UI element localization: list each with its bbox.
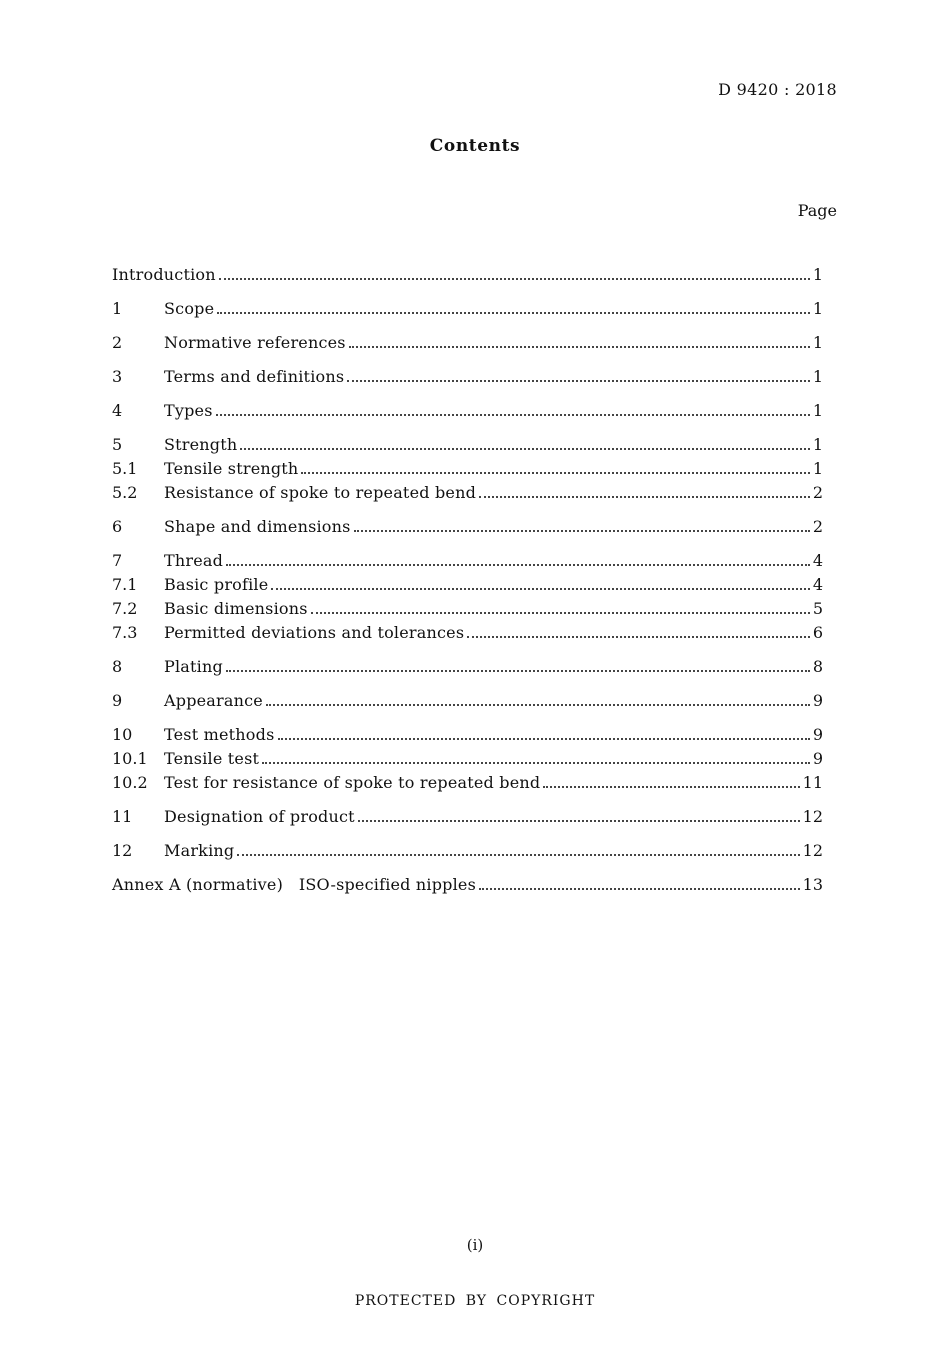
toc-entry-number: 2 (112, 333, 123, 352)
toc-entry-page: 12 (802, 841, 823, 860)
toc-entry-label: Basic profile (164, 575, 269, 594)
dot-leader (240, 448, 809, 450)
toc-entry-page: 12 (802, 807, 823, 826)
toc-entry-number: 10 (112, 725, 133, 744)
toc-entry-page: 1 (812, 265, 823, 284)
toc-entry-page: 11 (802, 773, 823, 792)
toc-entry-page: 4 (812, 575, 823, 594)
toc-entry[interactable] (112, 597, 823, 621)
toc-entry-number: 5.2 (112, 483, 138, 502)
toc-entry-label: Resistance of spoke to repeated bend (164, 483, 477, 502)
toc-entry-number: 8 (112, 657, 123, 676)
toc-entry-number: 11 (112, 807, 133, 826)
dot-leader (278, 738, 810, 740)
dot-leader (226, 670, 810, 672)
toc-entry-label: Introduction (112, 265, 216, 284)
toc-entry-number: 10.1 (112, 749, 148, 768)
toc-entry-label: Test methods (164, 725, 275, 744)
dot-leader (266, 704, 810, 706)
toc-entry-number: 4 (112, 401, 123, 420)
toc-entry-page: 1 (812, 333, 823, 352)
toc-entry-page: 9 (812, 691, 823, 710)
toc-entry[interactable] (112, 297, 823, 321)
toc-entry-page: 1 (812, 367, 823, 386)
toc-entry-number: 9 (112, 691, 123, 710)
toc-entry-page: 4 (812, 551, 823, 570)
toc-entry[interactable] (112, 331, 823, 355)
toc-entry-page: 9 (812, 749, 823, 768)
toc-entry-label: Marking (164, 841, 235, 860)
toc-entry[interactable] (112, 481, 823, 505)
toc-entry[interactable] (112, 747, 823, 771)
toc-entry[interactable] (112, 805, 823, 829)
toc-entry-label: Strength (164, 435, 238, 454)
dot-leader (354, 530, 810, 532)
toc-entry-page: 1 (812, 299, 823, 318)
toc-entry-number: 7 (112, 551, 123, 570)
dot-leader (219, 278, 810, 280)
page-title: Contents (429, 136, 521, 156)
toc-entry-page: 9 (812, 725, 823, 744)
toc-entry-number: 7.3 (112, 623, 138, 642)
toc-entry[interactable] (112, 365, 823, 389)
toc-entry-number: 1 (112, 299, 123, 318)
dot-leader (349, 346, 810, 348)
dot-leader (479, 888, 800, 890)
toc-entry-label: Normative references (164, 333, 346, 352)
toc-entry-page: 13 (802, 875, 823, 894)
toc-entry[interactable] (112, 655, 823, 679)
dot-leader (217, 312, 810, 314)
toc-entry-label: Permitted deviations and tolerances (164, 623, 465, 642)
toc-entry[interactable] (112, 621, 823, 645)
toc-entry-label: Tensile strength (164, 459, 299, 478)
toc-entry[interactable] (112, 263, 823, 287)
copyright-notice: PROTECTED BY COPYRIGHT (354, 1293, 596, 1309)
toc-entry[interactable] (112, 573, 823, 597)
toc-entry-page: 8 (812, 657, 823, 676)
toc-entry-number: 5.1 (112, 459, 138, 478)
dot-leader (226, 564, 810, 566)
dot-leader (311, 612, 810, 614)
toc-entry-number: 10.2 (112, 773, 148, 792)
dot-leader (467, 636, 810, 638)
toc-entry-label: Plating (164, 657, 223, 676)
dot-leader (262, 762, 810, 764)
toc-entry-page: 5 (812, 599, 823, 618)
toc-entry[interactable] (112, 723, 823, 747)
dot-leader (237, 854, 799, 856)
dot-leader (479, 496, 810, 498)
toc-entry-number: 6 (112, 517, 123, 536)
toc-entry[interactable] (112, 457, 823, 481)
toc-entry-page: 2 (812, 517, 823, 536)
dot-leader (358, 820, 800, 822)
toc-entry-label: Terms and definitions (164, 367, 345, 386)
toc-entry-number: 3 (112, 367, 123, 386)
toc-entry-page: 1 (812, 401, 823, 420)
toc-entry[interactable] (112, 771, 823, 795)
page-column-label: Page (797, 201, 837, 220)
toc-entry-number: 12 (112, 841, 133, 860)
toc-entry[interactable] (112, 515, 823, 539)
toc-entry[interactable] (112, 839, 823, 863)
toc-entry-label: Tensile test (164, 749, 260, 768)
toc-entry-label: Test for resistance of spoke to repeated bend (164, 773, 541, 792)
toc-entry-page: 6 (812, 623, 823, 642)
toc-entry-label: Scope (164, 299, 215, 318)
toc-entry[interactable] (112, 873, 823, 897)
toc-entry-label: Thread (164, 551, 224, 570)
toc-entry-label: Designation of product (164, 807, 355, 826)
toc-entry-label: Annex A (normative) ISO-specified nipples (112, 875, 477, 894)
toc-entry-page: 2 (812, 483, 823, 502)
toc-entry-label: Basic dimensions (164, 599, 308, 618)
table-of-contents (112, 263, 823, 897)
dot-leader (543, 786, 799, 788)
toc-entry-label: Types (164, 401, 213, 420)
toc-entry-number: 7.2 (112, 599, 138, 618)
dot-leader (347, 380, 810, 382)
toc-entry-label: Shape and dimensions (164, 517, 351, 536)
footer-page-number: (i) (466, 1236, 484, 1254)
toc-entry[interactable] (112, 689, 823, 713)
toc-entry-number: 7.1 (112, 575, 138, 594)
dot-leader (301, 472, 809, 474)
standard-code: D 9420 : 2018 (718, 80, 837, 99)
toc-entry-page: 1 (812, 459, 823, 478)
toc-entry-label: Appearance (164, 691, 263, 710)
dot-leader (271, 588, 809, 590)
toc-entry[interactable] (112, 433, 823, 457)
toc-entry[interactable] (112, 399, 823, 423)
toc-entry-page: 1 (812, 435, 823, 454)
toc-entry[interactable] (112, 549, 823, 573)
dot-leader (216, 414, 810, 416)
toc-entry-number: 5 (112, 435, 123, 454)
